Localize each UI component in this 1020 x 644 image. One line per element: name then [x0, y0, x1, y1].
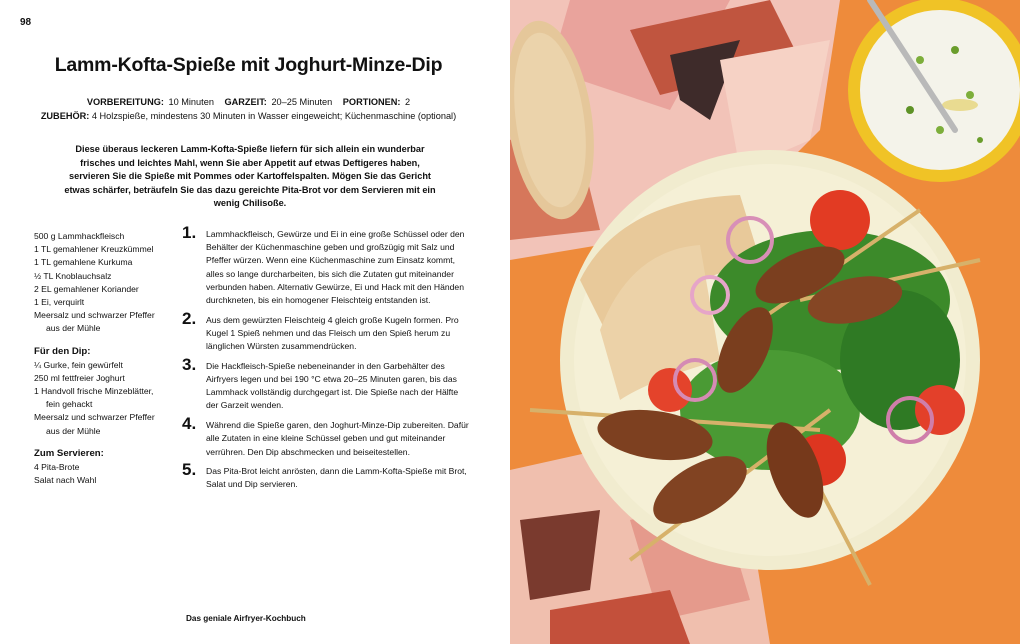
serving-heading: Zum Servieren: — [34, 447, 104, 459]
ingredient-item: Meersalz und schwarzer Pfeffer — [34, 310, 155, 321]
food-photo-page — [510, 0, 1020, 644]
step-number: 5. — [182, 460, 197, 480]
portions-label: PORTIONEN: — [342, 97, 401, 107]
step-text: Die Hackfleisch-Spieße nebeneinander in den Garbehälter des Airfryers legen und bei 190 °C etwa 20–25 Minuten garen, bis das Lammhack vollständig durchgegart ist. Die Spieße nach der Hälfte der Garzeit wenden. — [206, 360, 459, 411]
ingredient-item: 1 Ei, verquirlt — [34, 297, 85, 308]
ingredient-item: aus der Mühle — [46, 425, 101, 436]
method-step — [182, 308, 472, 354]
ingredient-item: 250 ml fettfreier Joghurt — [34, 372, 125, 383]
step-text: Aus dem gewürzten Fleischteig 4 gleich große Kugeln formen. Pro Kugel 1 Spieß nehmen und das Fleisch um den Spieß herum zu länglichen Würsten zusammendrücken. — [206, 314, 459, 352]
method-steps — [182, 223, 472, 498]
ingredient-item: ½ TL Knoblauchsalz — [34, 270, 112, 281]
ingredient-item: Meersalz und schwarzer Pfeffer — [34, 412, 155, 423]
portions-value: 2 — [405, 97, 411, 107]
method-step — [182, 414, 472, 459]
step-text: Während die Spieße garen, den Joghurt-Minze-Dip zubereiten. Dafür alle Zutaten in eine kleine Schüssel geben und gut miteinander verrühren. Den Dip abschmecken und beiseitestellen. — [206, 420, 469, 457]
ingredient-item: aus der Mühle — [46, 323, 101, 334]
ingredient-item: 1 TL gemahlener Kreuzkümmel — [34, 244, 154, 255]
ingredient-item: 2 EL gemahlener Koriander — [34, 283, 139, 294]
prep-label: VORBEREITUNG: — [86, 97, 164, 107]
step-number: 4. — [182, 414, 197, 434]
page-number: 98 — [20, 17, 32, 28]
recipe-meta-times — [0, 97, 497, 107]
equipment-label: ZUBEHÖR: — [40, 111, 90, 121]
cook-label: GARZEIT: — [224, 97, 267, 107]
ingredient-item: 4 Pita-Brote — [34, 461, 80, 472]
ingredient-item: 500 g Lammhackfleisch — [34, 231, 125, 241]
method-step — [182, 354, 472, 413]
ingredient-item: Salat nach Wahl — [34, 475, 97, 486]
cook-value: 20–25 Minuten — [271, 97, 333, 107]
ingredient-item: ¼ Gurke, fein gewürfelt — [34, 359, 123, 370]
ingredient-item: 1 TL gemahlene Kurkuma — [34, 257, 133, 268]
equipment-value: 4 Holzspieße, mindestens 30 Minuten in Wasser eingeweicht; Küchenmaschine (optional) — [91, 111, 457, 121]
recipe-title: Lamm-Kofta-Spieße mit Joghurt-Minze-Dip — [54, 54, 443, 76]
recipe-intro: Diese überaus leckeren Lamm-Kofta-Spieße liefern für sich allein ein wunderbar frisches und leichtes Mahl, wenn Sie aber Appetit auf etwas Deftigeres haben, servieren Sie die Spieße mit Pommes oder Kartoffelspalten. Mögen Sie das Gericht etwas schärfer, beträufeln Sie das dazu gereichte Pita-Brot vor dem Servieren mit ein wenig Chilisoße. — [64, 144, 436, 209]
method-step — [182, 460, 472, 491]
step-number: 2. — [182, 308, 197, 328]
ingredient-item: 1 Handvoll frische Minzeblätter, — [34, 386, 154, 397]
ingredients-list — [34, 230, 174, 487]
ingredient-item: fein gehackt — [46, 399, 93, 410]
kofta-plate-photo — [510, 0, 1020, 644]
book-title-footer: Das geniale Airfryer-Kochbuch — [186, 614, 306, 623]
step-text: Das Pita-Brot leicht anrösten, dann die Lamm-Kofta-Spieße mit Brot, Salat und Dip servieren. — [206, 466, 467, 490]
prep-value: 10 Minuten — [168, 97, 214, 107]
step-number: 1. — [182, 223, 197, 242]
dip-heading: Für den Dip: — [34, 345, 91, 357]
method-step — [182, 223, 472, 307]
step-number: 3. — [182, 354, 197, 374]
step-text: Lammhackfleisch, Gewürze und Ei in eine große Schüssel oder den Behälter der Küchenmaschine geben und großzügig mit Salz und Pfeffer würzen. Wenn eine Küchenmaschine zum Einsatz kommt, alles so lange durcharbeiten, bis sich die Zutaten gut miteinander verbunden haben. Alternativ Gewürze, Ei und Hack mit den Händen durchkneten, bis ein homogener Fleischteig entstanden ist. — [206, 229, 465, 306]
recipe-meta-equipment — [0, 111, 497, 121]
